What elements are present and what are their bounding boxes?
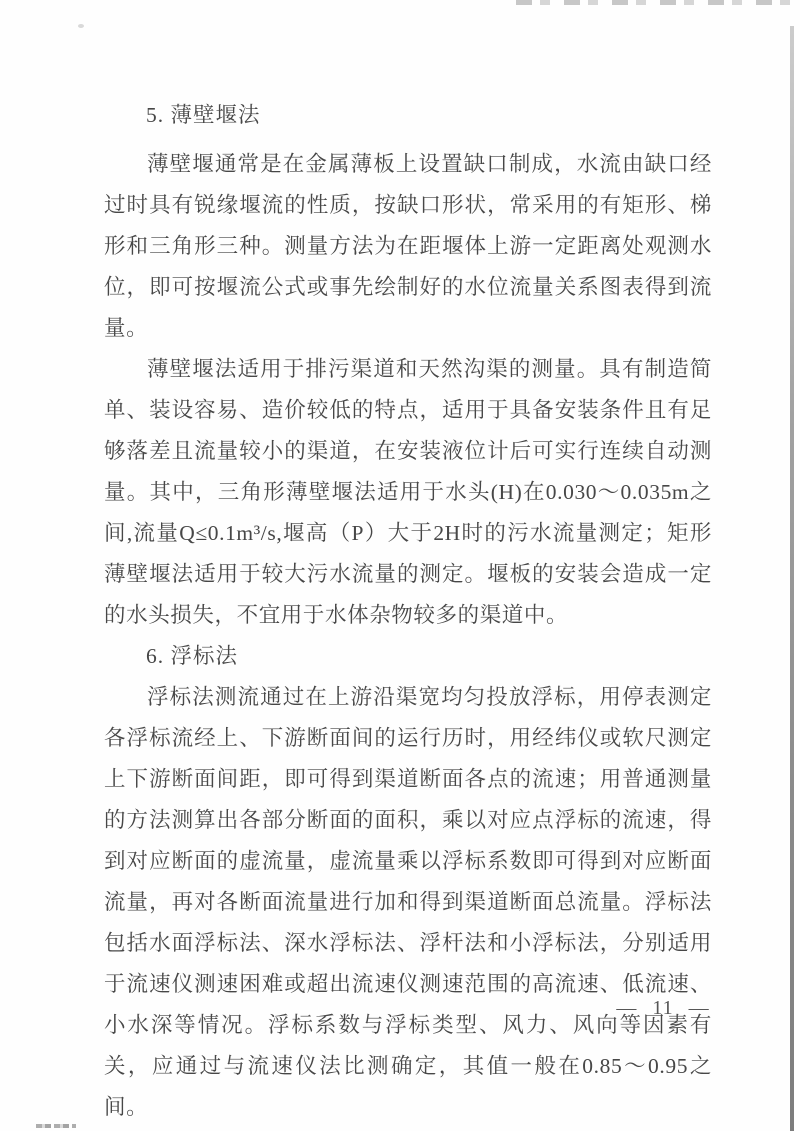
page-number: [608, 997, 718, 1020]
section-heading-float-method: 6. 浮标法: [146, 644, 239, 668]
scan-artifact-bottom-smudge: [36, 1124, 76, 1128]
paragraph-float-method-description: 浮标法测流通过在上游沿渠宽均匀投放浮标，用停表测定各浮标流经上、下游断面间的运行历时，用经纬仪或软尺测定上下游断面间距，即可得到渠道断面各点的流速；用普通测量的方法测算出各部分断面的面积，乘以对应点浮标的流速，得到对应断面的虚流量，虚流量乘以浮标系数即可得到对应断面流量，再对各断面流量进行加和得到渠道断面总流量。浮标法包括水面浮标法、深水浮标法、浮杆法和小浮标法，分别适用于流速仪测速困难或超出流速仪测速范围的高流速、低流速、小水深等情况。浮标系数与浮标类型、风力、风向等因素有关，应通过与流速仪法比测确定，其值一般在0.85～0.95之间。: [104, 685, 712, 1119]
paragraph-thin-wall-weir-description: 薄壁堰通常是在金属薄板上设置缺口制成，水流由缺口经过时具有锐缘堰流的性质，按缺口形状，常采用的有矩形、梯形和三角形三种。测量方法为在距堰体上游一定距离处观测水位，即可按堰流公式或事先绘制好的水位流量关系图表得到流量。: [104, 152, 712, 340]
paragraph-thin-wall-weir-application: 薄壁堰法适用于排污渠道和天然沟渠的测量。具有制造简单、装设容易、造价较低的特点，适用于具备安装条件且有足够落差且流量较小的渠道，在安装液位计后可实行连续自动测量。其中，三角形薄壁堰法适用于水头(H)在0.030～0.035m之间,流量Q≤0.1m³/s,堰高（P）大于2H时的污水流量测定；矩形薄壁堰法适用于较大污水流量的测定。堰板的安装会造成一定的水头损失，不宜用于水体杂物较多的渠道中。: [104, 357, 712, 627]
scan-artifact-speck: [78, 24, 84, 28]
scan-artifact-right-edge: [790, 26, 794, 1131]
page-number-value: 11: [652, 997, 674, 1019]
page-number-dash-left: —: [616, 997, 638, 1019]
scan-artifact-top-edge: [516, 0, 800, 5]
page-number-dash-right: —: [688, 997, 710, 1019]
document-body: [104, 95, 712, 1128]
section-heading-thin-wall-weir-method: 5. 薄壁堰法: [146, 103, 261, 127]
